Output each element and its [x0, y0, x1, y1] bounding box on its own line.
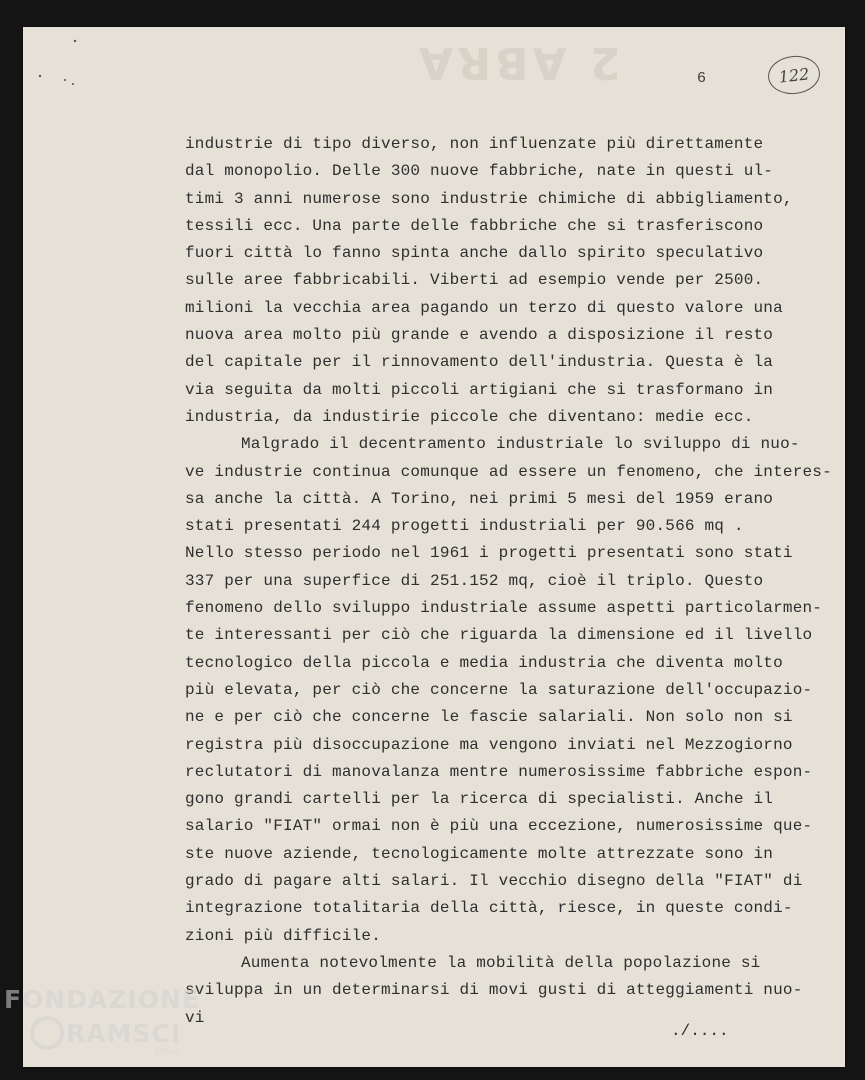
paragraph	[185, 131, 845, 431]
text-line: ve industrie continua comunque ad essere un fenomeno, che interes-	[185, 462, 832, 481]
text-line: dal monopolio. Delle 300 nuove fabbriche, nate in questi ul-	[185, 162, 774, 181]
text-line: stati presentati 244 progetti industriali per 90.566 mq .	[185, 517, 744, 536]
watermark-line1: FONDAZIONE	[4, 985, 201, 1014]
text-line: sa anche la città. A Torino, nei primi 5 mesi del 1959 erano	[185, 489, 774, 508]
text-line: tessili ecc. Una parte delle fabbriche che si trasferiscono	[185, 216, 764, 235]
paragraph	[185, 431, 845, 950]
corner-marks	[37, 32, 97, 92]
paragraph	[185, 950, 845, 1032]
text-line: industrie di tipo diverso, non influenzate più direttamente	[185, 135, 764, 153]
text-line: reclutatori di manovalanza mentre numerosissime fabbriche espon-	[185, 762, 813, 781]
text-line: nuova area molto più grande e avendo a disposizione il resto	[185, 326, 774, 345]
text-line: salario "FIAT" ormai non è più una eccezione, numerosissime que-	[185, 817, 813, 836]
text-line: zioni più difficile.	[185, 926, 382, 945]
text-line: grado di pagare alti salari. Il vecchio disegno della "FIAT" di	[185, 872, 803, 891]
text-line: del capitale per il rinnovamento dell'industria. Questa è la	[185, 353, 774, 372]
bleed-through-stamp: 2 ABRA	[415, 37, 621, 88]
text-line: via seguita da molti piccoli artigiani che si trasformano in	[185, 380, 774, 399]
fondazione-watermark	[4, 985, 200, 1057]
watermark-line2: RAMSCI	[66, 1018, 182, 1048]
body-text	[185, 131, 845, 1032]
text-line: sviluppa in un determinarsi di movi gusti di atteggiamenti nuo-	[185, 981, 803, 1000]
page-number: 6	[697, 70, 707, 87]
g-logo-icon	[30, 1016, 64, 1050]
text-line: milioni la vecchia area pagando un terzo di questo valore una	[185, 298, 783, 317]
text-line: te interessanti per ciò che riguarda la dimensione ed il livello	[185, 626, 813, 645]
document-page	[23, 27, 845, 1067]
text-line: vi	[185, 1008, 205, 1027]
text-line: industria, da industirie piccole che diventano: medie ecc.	[185, 407, 754, 426]
text-line: fenomeno dello sviluppo industriale assume aspetti particolarmen-	[185, 599, 823, 618]
text-line: 337 per una superfice di 251.152 mq, cioè il triplo. Questo	[185, 571, 764, 590]
text-line: Nello stesso periodo nel 1961 i progetti presentati sono stati	[185, 544, 793, 563]
text-line: ne e per ciò che concerne le fascie salariali. Non solo non si	[185, 708, 793, 727]
watermark-line3: onlus	[154, 1046, 181, 1057]
text-line: ste nuove aziende, tecnologicamente molte attrezzate sono in	[185, 844, 774, 863]
text-line: più elevata, per ciò che concerne la saturazione dell'occupazio-	[185, 680, 813, 699]
continuation-mark: ./....	[671, 1022, 729, 1040]
text-line: fuori città lo fanno spinta anche dallo spirito speculativo	[185, 244, 764, 263]
text-line: sulle aree fabbricabili. Viberti ad esempio vende per 2500.	[185, 271, 764, 290]
text-line: Aumenta notevolmente la mobilità della popolazione si	[241, 953, 761, 972]
text-line: registra più disoccupazione ma vengono inviati nel Mezzogiorno	[185, 735, 793, 754]
archive-number-annotation: 122	[766, 53, 822, 96]
text-line: integrazione totalitaria della città, riesce, in queste condi-	[185, 899, 793, 918]
text-line: tecnologico della piccola e media industria che diventa molto	[185, 653, 783, 672]
text-line: timi 3 anni numerose sono industrie chimiche di abbigliamento,	[185, 189, 793, 208]
text-line: gono grandi cartelli per la ricerca di specialisti. Anche il	[185, 790, 774, 809]
text-line: Malgrado il decentramento industriale lo sviluppo di nuo-	[241, 435, 800, 454]
